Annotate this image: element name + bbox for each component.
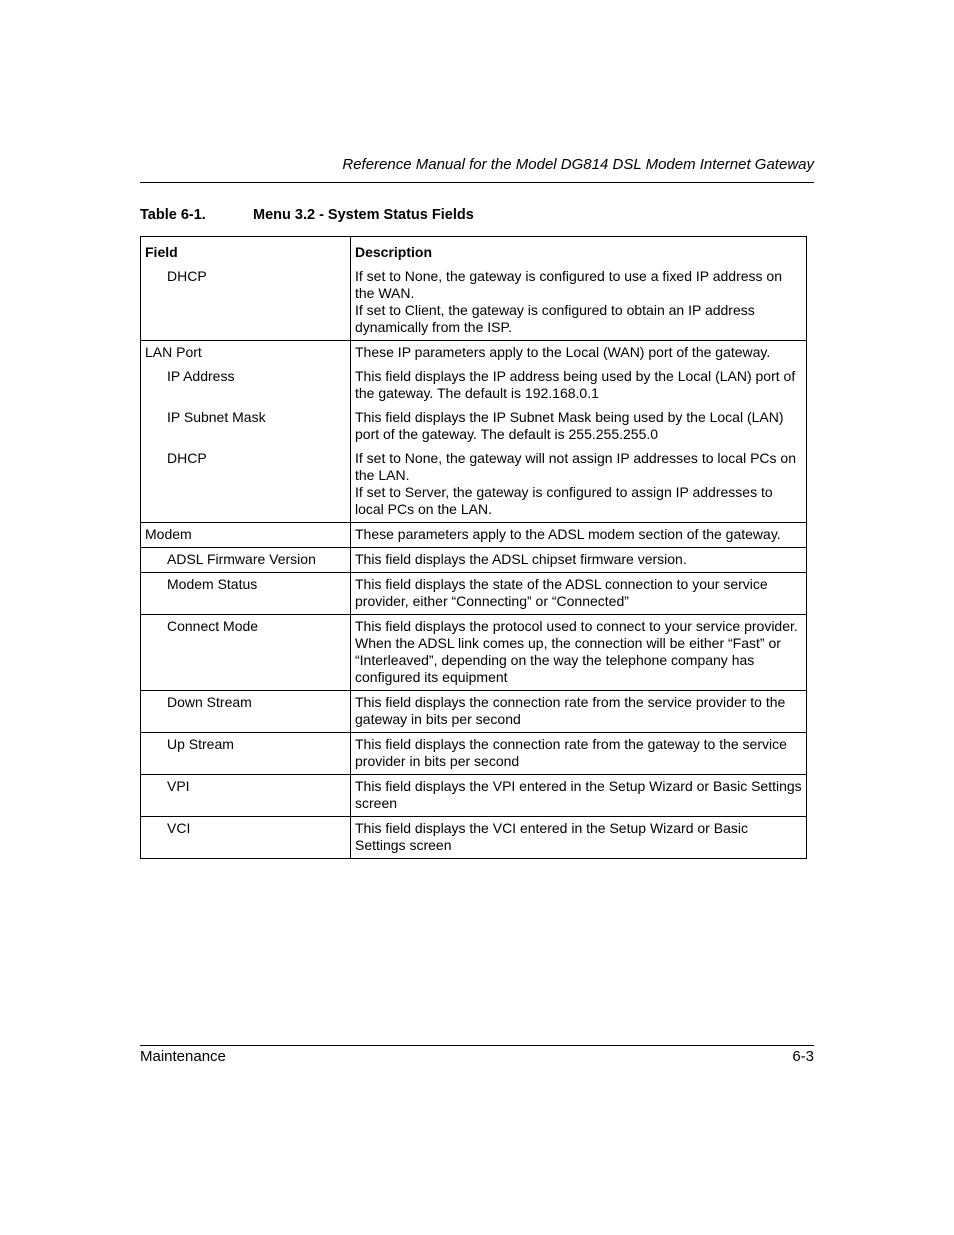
table-row <box>141 733 807 775</box>
field-description: These IP parameters apply to the Local (WAN) port of the gateway. <box>355 344 771 360</box>
column-header-field: Field <box>141 237 351 266</box>
table-row <box>141 817 807 859</box>
system-status-table <box>140 236 807 859</box>
table-row <box>141 573 807 615</box>
table-row <box>141 775 807 817</box>
field-description: This field displays the IP address being used by the Local (LAN) port of the gateway. The default is 192.168.0.1 <box>355 368 796 401</box>
table-row <box>141 406 807 447</box>
field-label: ADSL Firmware Version <box>167 551 316 567</box>
table-header-row <box>141 237 807 266</box>
field-description: This field displays the IP Subnet Mask being used by the Local (LAN) port of the gateway. The default is 255.255.255.0 <box>355 409 784 442</box>
table-row <box>141 523 807 548</box>
field-label: Up Stream <box>167 736 234 752</box>
table-row <box>141 615 807 691</box>
field-description: This field displays the protocol used to connect to your service provider. When the ADSL link comes up, the connection will be either “Fast” or “Interleaved”, depending on the way the telephone company has configured its equipment <box>355 618 798 685</box>
field-description: If set to Server, the gateway is configured to assign IP addresses to local PCs on the LAN. <box>355 484 773 517</box>
field-description: This field displays the connection rate from the gateway to the service provider in bits per second <box>355 736 787 769</box>
field-label: LAN Port <box>145 344 202 360</box>
field-label: VPI <box>167 778 190 794</box>
table-row <box>141 341 807 366</box>
footer-rule <box>140 1045 814 1046</box>
table-row <box>141 447 807 523</box>
table-caption <box>140 207 474 223</box>
field-description: This field displays the ADSL chipset firmware version. <box>355 551 687 567</box>
field-description: This field displays the VCI entered in the Setup Wizard or Basic Settings screen <box>355 820 748 853</box>
field-description: If set to Client, the gateway is configured to obtain an IP address dynamically from the ISP. <box>355 302 755 335</box>
field-label: Modem <box>145 526 192 542</box>
footer-page-number: 6-3 <box>792 1048 814 1065</box>
field-label: Modem Status <box>167 576 258 592</box>
running-header: Reference Manual for the Model DG814 DSL Modem Internet Gateway <box>342 156 814 173</box>
field-label: Connect Mode <box>167 618 259 634</box>
table-row <box>141 265 807 341</box>
field-description: This field displays the connection rate from the service provider to the gateway in bits per second <box>355 694 786 727</box>
field-label: DHCP <box>167 450 207 466</box>
table-row <box>141 691 807 733</box>
field-label: VCI <box>167 820 191 836</box>
header-rule <box>140 182 814 183</box>
table-row <box>141 365 807 406</box>
column-header-description: Description <box>355 244 433 260</box>
field-description: These parameters apply to the ADSL modem section of the gateway. <box>355 526 781 542</box>
field-label: IP Address <box>167 368 235 384</box>
field-label: IP Subnet Mask <box>167 409 266 425</box>
field-description: This field displays the VPI entered in the Setup Wizard or Basic Settings screen <box>355 778 802 811</box>
footer-section-name: Maintenance <box>140 1048 226 1065</box>
field-label: DHCP <box>167 268 207 284</box>
table-title: Menu 3.2 - System Status Fields <box>253 207 474 223</box>
table-row <box>141 548 807 573</box>
field-description: This field displays the state of the ADSL connection to your service provider, either “Connecting” or “Connected” <box>355 576 768 609</box>
table-number: Table 6-1. <box>140 207 206 223</box>
field-label: Down Stream <box>167 694 252 710</box>
field-description: If set to None, the gateway will not assign IP addresses to local PCs on the LAN. <box>355 450 796 483</box>
field-description: If set to None, the gateway is configured to use a fixed IP address on the WAN. <box>355 268 782 301</box>
